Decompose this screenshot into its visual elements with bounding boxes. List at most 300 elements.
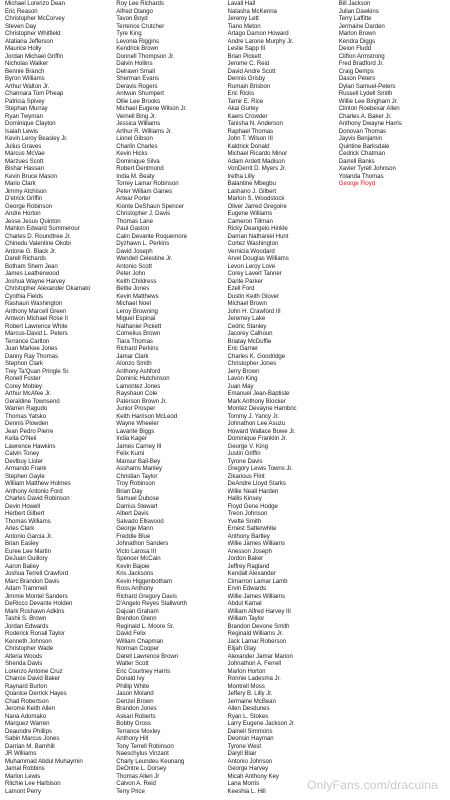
- name-entry: Treon Johnson: [227, 510, 268, 517]
- name-entry: Delrawn Small: [116, 67, 155, 75]
- name-entry: David Joseph: [116, 247, 153, 255]
- name-entry: Calvon A. Reid: [116, 780, 156, 787]
- names-column-1: [3, 0, 114, 800]
- name-entry: Leroy Browning: [116, 307, 158, 315]
- name-entry: Christopher Jones: [227, 360, 277, 367]
- name-entry: Herbert Gilbert: [5, 510, 45, 517]
- name-entry: Eric Courtney Harris: [116, 667, 171, 675]
- name-entry: Freddie Blue: [116, 532, 151, 540]
- name-entry: Tony Terrell Robinson: [116, 742, 174, 750]
- name-entry: Howard Wallace Bowe Jr.: [227, 427, 296, 435]
- name-entry: Nathaniel Pickett: [116, 322, 162, 330]
- name-entry: DeAndre Lloyd Starks: [227, 480, 286, 487]
- name-entry: Darell Lawrence Brown: [116, 652, 179, 660]
- name-entry: Marlon Lewis: [5, 772, 41, 780]
- name-entry: Tyre King: [116, 30, 142, 37]
- name-entry: Dennis Grisby: [227, 75, 266, 82]
- watermark-text: OnlyFans.com/dracuina: [307, 778, 438, 792]
- name-entry: Marlon Horton: [227, 667, 266, 675]
- name-entry: Anthony Dwayne Harris: [338, 120, 402, 127]
- name-entry: Willie Neall Harden: [227, 487, 279, 495]
- name-entry: Bobby Gross: [116, 720, 151, 727]
- name-entry: Naeschylus Vinzant: [116, 750, 169, 757]
- name-entry: Montrell Moss: [227, 682, 265, 690]
- name-entry: Cortez Washington: [227, 240, 279, 247]
- name-entry: Lamontez Jones: [116, 382, 161, 390]
- name-entry: Tanisha N. Anderson: [227, 120, 283, 127]
- name-entry: Adam Trammell: [5, 585, 48, 592]
- name-entry: Cedrick Chatman: [338, 150, 386, 157]
- name-entry: Kevin Bruce Mason: [5, 172, 57, 180]
- name-entry: Jeffrey Ragland: [227, 562, 270, 570]
- name-entry: Spencer McCain: [116, 555, 161, 562]
- name-entry: Alteria Woods: [5, 652, 43, 660]
- name-entry: Lamont Perry: [5, 787, 41, 795]
- name-entry: Christopher Whitfield: [5, 30, 61, 37]
- name-entry: Donovan Thomas: [338, 127, 387, 135]
- name-entry: Christopher Alexander Okamato: [5, 285, 91, 292]
- name-entry: Lawrence Hawkins: [5, 442, 56, 450]
- name-entry: Jayvis Benjamin: [338, 135, 383, 142]
- name-entry: Victo Larosa III: [116, 547, 156, 555]
- names-column-2: [114, 0, 225, 800]
- name-entry: Clifton Armstrong: [338, 52, 385, 60]
- name-entry: Dante Parker: [227, 277, 263, 285]
- name-entry: Artear Porter: [116, 195, 151, 202]
- name-entry: Darrell Banks: [338, 157, 375, 165]
- name-entry: William Alfred Harvey III: [227, 607, 291, 615]
- name-entry: Kevin Bajoie: [116, 562, 150, 570]
- name-entry: Tamir E. Rice: [227, 97, 264, 105]
- name-entry: DeOntre L. Dorsey: [116, 765, 167, 772]
- name-entry: Anthony Antonio Ford: [5, 487, 63, 495]
- name-entry: Mario Clark: [5, 180, 36, 187]
- name-entry: Euree Lee Martin: [5, 547, 51, 555]
- names-column-3: [226, 0, 337, 800]
- name-entry: Sherman Evans: [116, 75, 159, 82]
- name-entry: Willie James Williams: [227, 592, 286, 600]
- name-entry: Cynthia Fields: [5, 292, 43, 300]
- name-entry: Jack Lamar Roberson: [227, 637, 287, 645]
- name-entry: Joshua Wayne Harvey: [5, 277, 66, 285]
- name-entry: Juan May: [227, 382, 254, 390]
- name-entry: Ryan L. Stokes: [227, 712, 269, 720]
- name-entry: Phillip White: [116, 682, 150, 690]
- name-entry: Raphael Thomas: [227, 127, 274, 135]
- name-entry: Bennie Branch: [5, 67, 45, 75]
- name-entry: Kevin Hicks: [116, 150, 148, 157]
- name-entry: William Taylor: [227, 615, 265, 622]
- name-entry: Trey Ta'Quan Pringle Sr.: [5, 367, 70, 375]
- name-entry: India M. Beaty: [116, 172, 155, 180]
- name-entry: Arthur Walton Jr.: [5, 82, 50, 90]
- name-entry: Channara Tom Pheap: [5, 90, 64, 97]
- name-entry: Lavon King: [227, 375, 258, 382]
- name-entry: Raynard Burton: [5, 682, 47, 690]
- name-entry: Anesson Joseph: [227, 547, 272, 555]
- name-entry: Ernest Satterwhite: [227, 525, 277, 532]
- name-entry: Anthony Ashford: [116, 367, 161, 375]
- name-entry: Richard Perkins: [116, 345, 159, 352]
- name-entry: Ronell Foster: [5, 375, 41, 382]
- name-entry: Donnell Thompson Jr.: [116, 52, 175, 60]
- name-entry: George V. King: [227, 442, 268, 450]
- name-entry: Clinton Roebexar Allen: [338, 105, 400, 112]
- name-entry: Dalvin Hollins: [116, 60, 153, 67]
- name-entry: Ervin Edwards: [227, 585, 267, 592]
- name-entry: Jesse Jesus Quinton: [5, 217, 61, 225]
- name-entry: Kevin Leroy Beasley Jr.: [5, 135, 68, 142]
- name-entry: Dylan Samuel-Peters: [338, 82, 396, 90]
- name-entry: Jermaine McBean: [227, 697, 276, 705]
- name-entry: Patricia Spivey: [5, 97, 45, 105]
- name-entry: Corey Mobley: [5, 382, 42, 390]
- name-entry: Deonsin Hayman: [227, 735, 274, 742]
- name-entry: Jerome Keith Allen: [5, 705, 55, 712]
- name-entry: Brendon Glenn: [116, 615, 157, 622]
- name-entry: D'Angelo Reyes Stallworth: [116, 600, 187, 607]
- name-entry: Tiano Meton: [227, 22, 261, 30]
- name-entry: Donald Ivy: [116, 675, 145, 682]
- name-entry: Stephen Gayle: [5, 472, 45, 480]
- name-entry: Brian Pickett: [227, 52, 262, 60]
- name-entry: Eric Reason: [5, 7, 38, 15]
- name-entry: Quanice Derrick Hayes: [5, 690, 67, 697]
- name-entry: George Harvey: [227, 765, 269, 772]
- name-entry: Cornelius Brown: [116, 330, 161, 337]
- name-entry: Anthony Bartley: [227, 532, 270, 540]
- name-entry: Jean Pedro Pierre: [5, 427, 54, 435]
- name-entry: Nana Adomako: [5, 712, 47, 720]
- name-entry-highlighted: George Floyd: [338, 180, 376, 187]
- name-entry: Danny Ray Thomas: [5, 352, 58, 360]
- name-entry: Johnathon A. Ferrell: [227, 660, 282, 667]
- name-entry: Anthony Marcell Green: [5, 307, 67, 315]
- name-entry: Keeshia L. Hill: [227, 787, 266, 795]
- name-entry: William Chapman: [116, 637, 164, 645]
- name-entry: Wayne Wheeler: [116, 420, 159, 427]
- name-entry: Daryll Blair: [227, 750, 257, 757]
- name-entry: Christopher McCorvey: [5, 15, 65, 22]
- name-entry: Charlin Charles: [116, 142, 158, 150]
- name-entry: Devin Howell: [5, 502, 40, 510]
- name-entry: Natasha McKenna: [227, 7, 277, 15]
- name-entry: Lana Morris: [227, 780, 260, 787]
- name-entry: Vernell Bing Jr.: [116, 112, 157, 120]
- name-entry: Mark Anthony Blocker: [227, 397, 286, 405]
- name-entry: Denzel Brown: [116, 697, 154, 705]
- name-entry: Robert Dentmond: [116, 165, 164, 172]
- name-entry: Fred Bradford Jr.: [338, 60, 384, 67]
- name-entry: Thomas Allen Jr: [116, 772, 160, 780]
- name-entry: David Andre Scott: [227, 67, 276, 75]
- name-entry: Botham Shem Jean: [5, 262, 58, 270]
- name-entry: Samuel Dubose: [116, 495, 159, 502]
- name-entry: Lorenzo Antoine Cruz: [5, 667, 63, 675]
- name-entry: Bill Jackson: [338, 0, 371, 7]
- name-entry: Isaiah Lewis: [5, 127, 38, 135]
- name-entry: Quintine Barksdale: [338, 142, 390, 150]
- name-entry: Charles K. Goodridge: [227, 352, 286, 360]
- name-entry: Jerome C. Reid: [227, 60, 270, 67]
- name-entry: Roy Lee Richards: [116, 0, 164, 7]
- name-entry: Deion Fludd: [338, 45, 372, 52]
- name-entry: Alfred Olango: [116, 7, 153, 15]
- name-entry: David Felix: [116, 630, 146, 637]
- name-entry: Dyzhawn L. Perkins: [116, 240, 170, 247]
- name-entry: Maurice Holly: [5, 45, 42, 52]
- name-entry: Jimmy Atchison: [5, 187, 47, 195]
- name-entry: Jordon Baker: [227, 555, 264, 562]
- name-entry: Jacorey Calhoun: [227, 330, 273, 337]
- name-entry: Askari Roberts: [116, 712, 156, 720]
- name-entry: Akai Gurley: [227, 105, 259, 112]
- name-entry: Jeremy Lett: [227, 15, 259, 22]
- name-entry: Terrance Carlton: [5, 337, 50, 345]
- name-entry: Mahlon Edward Summerour: [5, 225, 80, 232]
- name-entry: Deravis Rogers: [116, 82, 158, 90]
- name-entry: Warren Ragudo: [5, 405, 48, 412]
- name-entry: Sherida Davis: [5, 660, 43, 667]
- name-entry: Johnathon Lee Asuzu: [227, 420, 286, 427]
- name-entry: Rumain Brisbon: [227, 82, 271, 90]
- name-entry: Michael Ricardo Minor: [227, 150, 288, 157]
- name-entry: Aries Clark: [5, 525, 35, 532]
- name-entry: Emanuel Jean-Baptiste: [227, 390, 290, 397]
- name-entry: Lionel Gibson: [116, 135, 153, 142]
- name-entry: Craig Demps: [338, 67, 374, 75]
- name-entry: Brian Easley: [5, 540, 39, 547]
- name-entry: Charles David Robinson: [5, 495, 70, 502]
- name-entry: Willie Lee Bingham Jr.: [338, 97, 398, 105]
- name-entry: D'etrick Griffin: [5, 195, 43, 202]
- name-entry: Peter John: [116, 270, 146, 277]
- name-entry: William Matthew Holmes: [5, 480, 71, 487]
- name-entry: Aaron Bailey: [5, 562, 39, 570]
- name-entry: Willie James Williams: [227, 540, 286, 547]
- name-entry: Allen Desdunes: [227, 705, 270, 712]
- name-entry: Miguel Espinal: [116, 315, 156, 322]
- name-entry: Marquez Warren: [5, 720, 50, 727]
- name-entry: Keita O'Neil: [5, 435, 37, 442]
- name-entry: Chance David Baker: [5, 675, 60, 682]
- name-entry: Kendrick Brown: [116, 45, 159, 52]
- name-entry: Troy Robinson: [116, 480, 156, 487]
- name-entry: Eugene Williams: [227, 210, 273, 217]
- name-entry: Charles D. Roundtree Jr.: [5, 232, 71, 240]
- name-entry: DeJuan Guillory: [5, 555, 48, 562]
- name-entry: Russell Lydell Smith: [338, 90, 393, 97]
- name-entry: John H. Crawford III: [227, 307, 281, 315]
- name-entry: Calin Devante Roquemore: [116, 232, 187, 240]
- name-entry: Dominique Clayton: [5, 120, 56, 127]
- name-entry: Walter Scott: [116, 660, 149, 667]
- name-entry: Andre Horton: [5, 210, 41, 217]
- name-entry: Darell Richards: [5, 255, 46, 262]
- name-entry: Richard Gregory Davis: [116, 592, 177, 600]
- name-entry: Tommy J. Yancy Jr.: [227, 412, 279, 420]
- name-entry: Montez Devayne Hambric: [227, 405, 297, 412]
- name-entry: Arvel Douglas Williams: [227, 255, 289, 262]
- name-entry: Sabin Marcus Jones: [5, 735, 60, 742]
- name-entry: Xavier Tyrell Johnson: [338, 165, 396, 172]
- name-entry: Juan Markee Jones: [5, 345, 58, 352]
- name-entry: Johnathon Sanders: [116, 540, 169, 547]
- name-entry: Armando Frank: [5, 465, 47, 472]
- name-entry: Marlon Brown: [338, 30, 376, 37]
- name-entry: Peter William Gaines: [116, 187, 173, 195]
- name-entry: Ezell Ford: [227, 285, 255, 292]
- name-entry: Andre Larone Murphy Jr.: [227, 37, 294, 45]
- name-entry: Rashaun Washington: [5, 300, 63, 307]
- name-entry: Antonio Johnson: [227, 757, 273, 765]
- name-entry: Felix Kumi: [116, 450, 145, 457]
- name-entry: Micah Anthony Key: [227, 772, 279, 780]
- name-entry: Levonia Riggins: [116, 37, 159, 45]
- name-entry: Steven Day: [5, 22, 37, 30]
- name-entry: Adam Ardett Madison: [227, 157, 285, 165]
- name-entry: Hallis Kinsey: [227, 495, 262, 502]
- name-entry: Darrius Stewart: [116, 502, 158, 510]
- name-entry: Norman Cooper: [116, 645, 159, 652]
- name-entry: Dennis Plowden: [5, 420, 49, 427]
- name-entry: Michael Noel: [116, 300, 151, 307]
- name-entry: Antwun Shumpert: [116, 90, 164, 97]
- name-entry: Abdul Kamal: [227, 600, 262, 607]
- name-entry: Larry Eugene Jackson Jr.: [227, 720, 296, 727]
- names-column-4: [337, 0, 448, 800]
- name-entry: Devlbuy Lister: [5, 457, 43, 465]
- name-entry: Michael Eugene Wilson Jr.: [116, 105, 187, 112]
- name-entry: Asshams Manley: [116, 465, 162, 472]
- name-entry: Yolanda Thomas: [338, 172, 384, 180]
- name-entry: Joshua Terrell Crawford: [5, 570, 69, 577]
- name-entry: Roderick Ronall Taylor: [5, 630, 65, 637]
- name-entry: Lavall Hall: [227, 0, 256, 7]
- name-entry: Paul Gaston: [116, 225, 150, 232]
- name-entry: India Kager: [116, 435, 147, 442]
- name-entry: John T. Wilson III: [227, 135, 273, 142]
- name-entry: Dustin Keith Glover: [227, 292, 280, 300]
- name-entry: Michael Lorenzo Dean: [5, 0, 65, 7]
- name-entry: Gregory Lewis Towns Jr.: [227, 465, 293, 472]
- name-entry: Dominique Franklin Jr.: [227, 435, 288, 442]
- name-entry: Corey Lavert Tanner: [227, 270, 282, 277]
- name-entry: Iretha Lilly: [227, 172, 255, 180]
- name-entry: Marcus McVae: [5, 150, 45, 157]
- name-entry: Darrian M. Barnhill: [5, 742, 55, 750]
- name-entry: Calvin Toney: [5, 450, 40, 457]
- name-entry: Torrey Lamar Robinson: [116, 180, 179, 187]
- name-entry: Eric Garner: [227, 345, 259, 352]
- name-entry: Yvette Smith: [227, 517, 262, 525]
- name-entry: Jamar Clark: [116, 352, 149, 360]
- name-entry: Justin Griffin: [227, 450, 261, 457]
- name-entry: Cimarron Lamar Lamb: [227, 577, 288, 585]
- name-entry: Dainell Simmons: [227, 727, 273, 735]
- name-entry: Ricky Deangelo Hinkle: [227, 225, 288, 232]
- name-entry: Julian Dawkins: [338, 7, 379, 15]
- name-entry: Robert Lawrence White: [5, 322, 68, 330]
- name-entry: Chad Robertson: [5, 697, 49, 705]
- name-entry: Charly Leundeu Keunang: [116, 757, 185, 765]
- name-entry: Tashii S. Brown: [5, 615, 47, 622]
- name-entry: Christian Taylor: [116, 472, 158, 480]
- name-entry: Mansur Ball-Bey: [116, 457, 161, 465]
- name-entry: Antonio Scott: [116, 262, 152, 270]
- name-entry: Balantine Mbegbu: [227, 180, 276, 187]
- name-entry: Vernicia Woodard: [227, 247, 275, 255]
- name-entry: Antone G. Black Jr.: [5, 247, 57, 255]
- name-entry: Dajuan Graham: [116, 607, 159, 615]
- name-entry: Jason Moland: [116, 690, 154, 697]
- name-entry: Kendra Diggs: [338, 37, 376, 45]
- name-entry: Kionte DeShaun Spencer: [116, 202, 184, 210]
- name-entry: Ronnie Ladesma Jr.: [227, 675, 281, 682]
- name-entry: Tyrone Davis: [227, 457, 263, 465]
- name-entry: Julius Graves: [5, 142, 42, 150]
- name-entry: James Leatherwood: [5, 270, 60, 277]
- name-entry: Reginald Williams Jr.: [227, 630, 284, 637]
- name-entry: Geraldine Townsend: [5, 397, 60, 405]
- name-entry: Keith Harrison McLeod: [116, 412, 178, 420]
- name-entry: Thomas Williams: [5, 517, 51, 525]
- name-entry: Paterson Brown Jr.: [116, 397, 167, 405]
- name-entry: Mark Roshawn Adkins: [5, 607, 65, 615]
- name-entry: Alexander Jamar Marion: [227, 652, 293, 660]
- name-entry: Lavante Biggs: [116, 427, 155, 435]
- name-entry: Ritchie Lee Harbison: [5, 780, 61, 787]
- name-entry: Atatiana Jefferson: [5, 37, 54, 45]
- name-entry: JR Williams: [5, 750, 37, 757]
- name-entry: Alonzo Smith: [116, 360, 152, 367]
- name-entry: Ross Anthony: [116, 585, 154, 592]
- name-entry: Christopher Wade: [5, 645, 54, 652]
- name-entry: Jimmie Montel Sanders: [5, 592, 68, 600]
- name-entry: Levon Leroy Love: [227, 262, 276, 270]
- name-entry: DeRicco Devante Holden: [5, 600, 73, 607]
- name-entry: Anthony Hill: [116, 735, 149, 742]
- name-entry: Wendell Celestine Jr.: [116, 255, 173, 262]
- name-entry: Muhammad Abdul Muhaymin: [5, 757, 83, 765]
- name-entry: Nicholas Walker: [5, 60, 49, 67]
- name-entry: Ollie Lee Brooks: [116, 97, 161, 105]
- name-entry: Arthur R. Williams Jr.: [116, 127, 173, 135]
- name-entry: Dominic Hutchinson: [116, 375, 170, 382]
- name-entry: Jeffery B. Lilly Jr.: [227, 690, 273, 697]
- name-entry: Lashano J. Gilbert: [227, 187, 277, 195]
- name-entry: Zikarious Flint: [227, 472, 265, 480]
- name-entry: Christopher J. Davis: [116, 210, 171, 217]
- name-entry: Chinedu Valentine Okobi: [5, 240, 71, 247]
- name-entry: Jessica Williams: [116, 120, 161, 127]
- name-entry: Bishar Hassan: [5, 165, 44, 172]
- name-entry: Jermaine Darden: [338, 22, 385, 30]
- name-entry: Cameron Tillman: [227, 217, 273, 225]
- name-entry: Rayshaun Cole: [116, 390, 158, 397]
- name-entry: Leslie Sapp III: [227, 45, 266, 52]
- name-entry: Thomas Yatsko: [5, 412, 47, 420]
- name-entry: Kaers Crowder: [227, 112, 268, 120]
- name-entry: Jeremey Lake: [227, 315, 266, 322]
- name-entry: Stephon Clark: [5, 360, 43, 367]
- name-entry: Charles A. Baker Jr.: [338, 112, 392, 120]
- name-entry: Thomas Lane: [116, 217, 153, 225]
- name-entry: Jerry Brown: [227, 367, 260, 375]
- name-entry: Keith Childress: [116, 277, 157, 285]
- name-entry: Antwon Michael Rose II: [5, 315, 68, 322]
- name-entry: Kaldrick Donald: [227, 142, 270, 150]
